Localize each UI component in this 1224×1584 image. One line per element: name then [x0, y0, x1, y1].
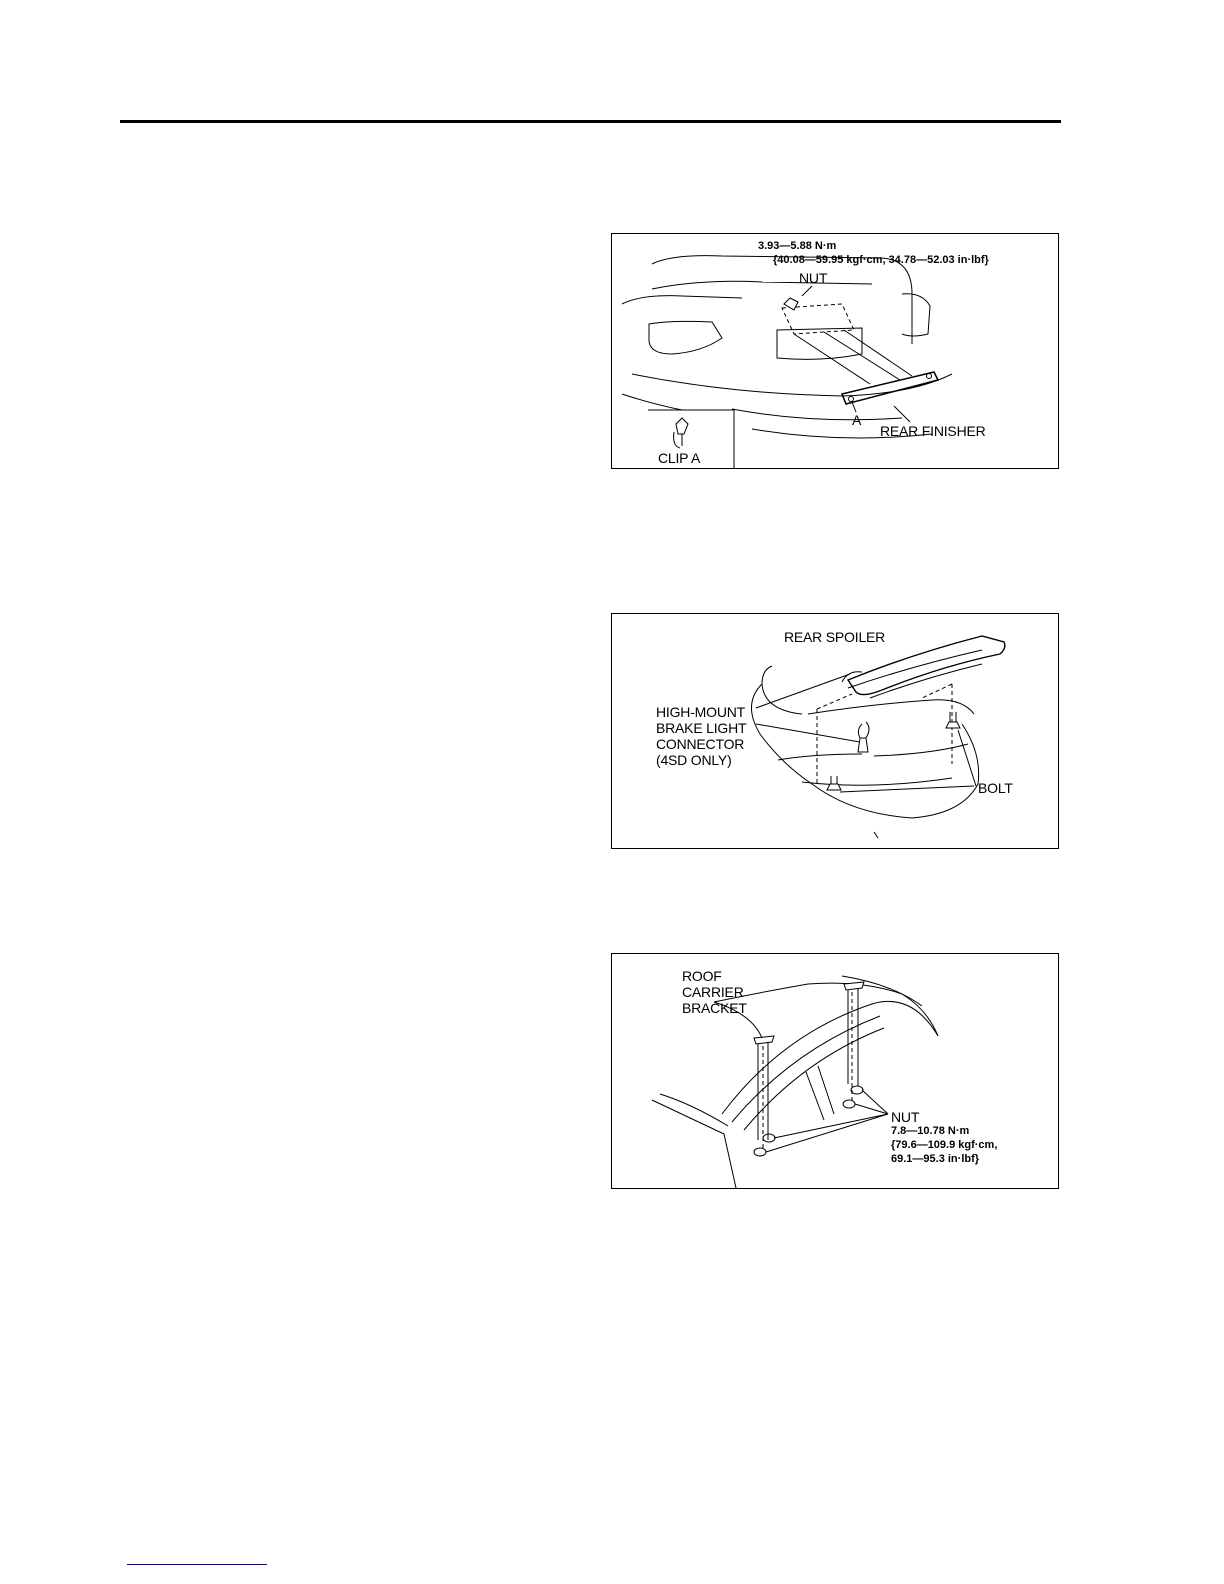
- rear-spoiler-figure: [611, 613, 1059, 849]
- nut-label: NUT: [799, 270, 828, 286]
- torque-spec-line3: 69.1—95.3 in·lbf}: [891, 1153, 980, 1165]
- torque-spec-line1: 7.8—10.78 N·m: [891, 1125, 970, 1137]
- rear-finisher-label: REAR FINISHER: [880, 423, 986, 439]
- nut-label: NUT: [891, 1109, 920, 1125]
- roof-carrier-figure: [611, 953, 1059, 1189]
- header-rule: [120, 120, 1061, 123]
- torque-spec-line2: {40.08—59.95 kgf·cm, 34.78—52.03 in·lbf}: [773, 254, 989, 266]
- high-mount-brake-light-connector-label: HIGH-MOUNT BRAKE LIGHT CONNECTOR (4SD ONLY): [656, 704, 747, 768]
- roof-carrier-illustration: [612, 954, 1058, 1188]
- rear-spoiler-label: REAR SPOILER: [784, 629, 886, 645]
- torque-spec-line2: {79.6—109.9 kgf·cm,: [891, 1139, 998, 1151]
- roof-carrier-bracket-label: ROOF CARRIER BRACKET: [682, 968, 747, 1016]
- rear-finisher-illustration: [612, 234, 1058, 468]
- rear-finisher-figure: [611, 233, 1059, 469]
- clip-a-label: CLIP A: [658, 450, 701, 466]
- bolt-label: BOLT: [978, 780, 1013, 796]
- footer-link-underline[interactable]: [127, 1564, 267, 1565]
- clip-a-marker-label: A: [852, 412, 862, 428]
- torque-spec-line1: 3.93—5.88 N·m: [758, 240, 837, 252]
